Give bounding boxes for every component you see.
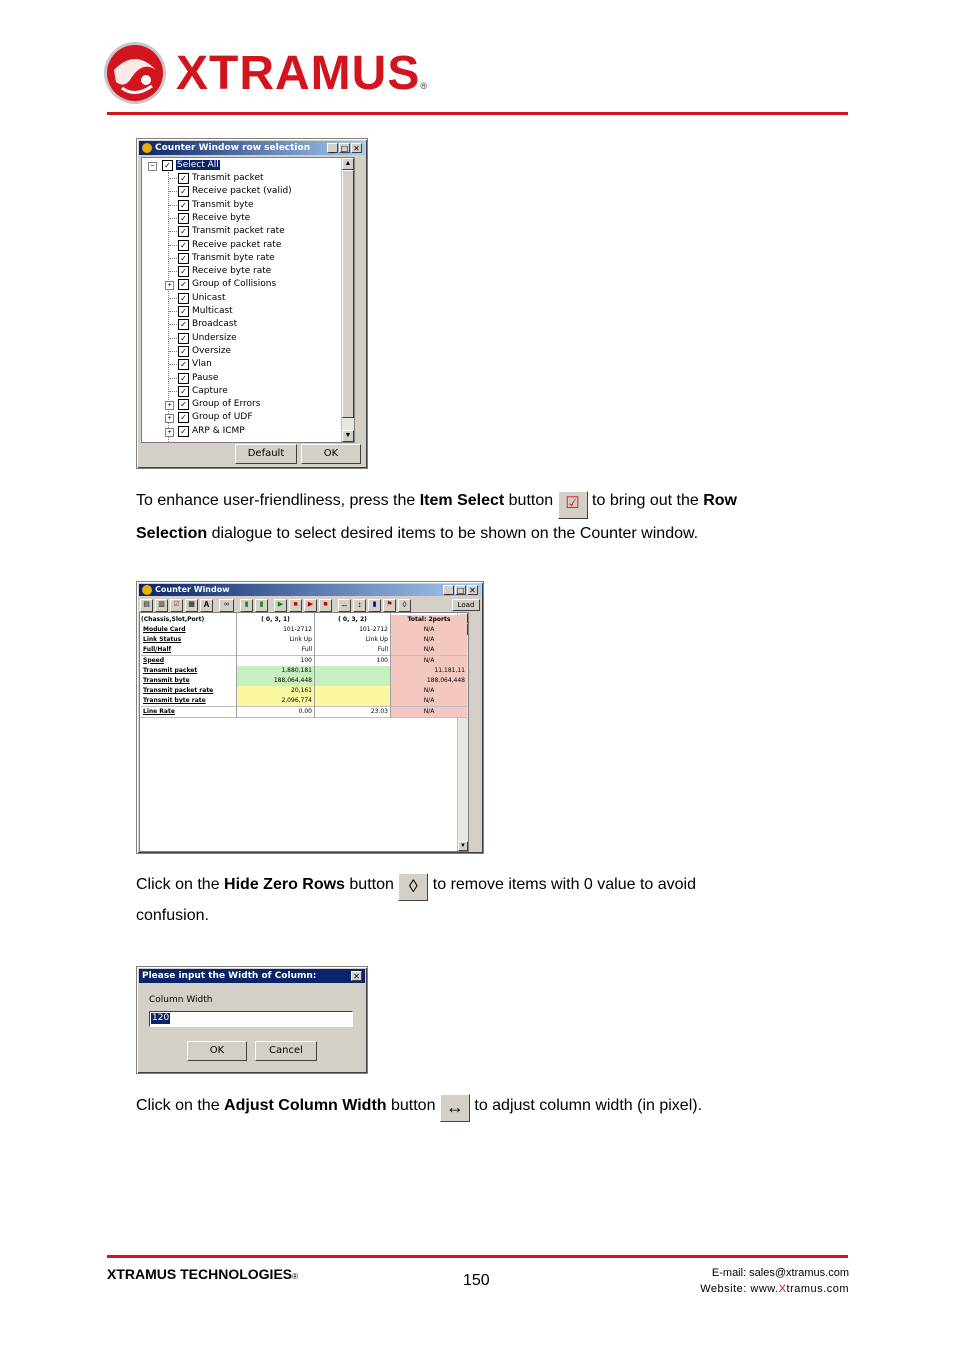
checkbox-icon[interactable]: ✓ <box>178 240 189 251</box>
tree-item-label: Transmit byte <box>192 199 254 210</box>
tree-item-label: Pause <box>192 372 219 383</box>
tree-item-label: Receive packet rate <box>192 239 282 250</box>
column-header[interactable]: Total: 2ports <box>391 615 467 625</box>
counter-cell: Full <box>237 645 314 656</box>
checkbox-icon[interactable]: ✓ <box>178 226 189 237</box>
ok-button[interactable]: OK <box>301 444 361 464</box>
ok-button[interactable]: OK <box>187 1041 247 1061</box>
tree-item-label: Capture <box>192 385 228 396</box>
counter-cell: 188,064,448 <box>391 676 467 687</box>
row-selection-tree <box>141 157 355 443</box>
tree-item-label: Transmit byte rate <box>192 252 275 263</box>
tree-guide-line <box>169 311 177 312</box>
row-label[interactable]: Speed <box>141 656 236 667</box>
minimize-button[interactable]: _ <box>443 585 454 595</box>
column-divider[interactable] <box>390 613 391 718</box>
tree-guide-line <box>169 324 177 325</box>
checkbox-icon[interactable]: ✓ <box>178 359 189 370</box>
counter-cell: 2,096,774 <box>237 696 314 707</box>
column-header[interactable]: (Chassis,Slot,Port) <box>141 616 205 623</box>
collapse-icon[interactable]: − <box>148 162 157 171</box>
xtramus-globe-icon <box>102 40 168 106</box>
checkbox-icon[interactable]: ✓ <box>178 426 189 437</box>
load-button[interactable]: Load <box>452 599 480 611</box>
tree-item-label: Undersize <box>192 332 237 343</box>
adjust-row-height-icon[interactable]: ↕ <box>353 599 366 612</box>
tree-guide-line <box>169 205 177 206</box>
counter-cell: N/A <box>391 686 467 697</box>
checkbox-icon[interactable]: ✓ <box>178 186 189 197</box>
checkbox-icon[interactable]: ✓ <box>178 346 189 357</box>
tree-item-label: Multicast <box>192 306 233 316</box>
stats-icon[interactable]: ▮ <box>240 599 253 612</box>
counter-cell: N/A <box>391 656 467 667</box>
row-label[interactable]: Transmit packet <box>141 666 236 677</box>
counter-cell: N/A <box>391 696 467 707</box>
tree-item-label: Transmit packet <box>192 173 264 183</box>
counter-cell: Link Up <box>315 635 390 646</box>
counter-cell: 23.03 <box>315 707 390 718</box>
checkbox-icon[interactable]: ✓ <box>178 293 189 304</box>
tree-guide-line <box>169 231 177 232</box>
adjust-column-width-paragraph: Click on the Adjust Column Width button ↔ to adjust column width (in pixel). <box>136 1091 836 1122</box>
counter-window <box>136 581 484 854</box>
tree-item[interactable] <box>178 199 254 212</box>
app-icon <box>142 143 152 153</box>
counter-grid <box>139 612 469 852</box>
tree-guide-line <box>169 378 177 379</box>
clear-icon[interactable]: ■ <box>319 599 332 612</box>
counter-cell: 101-2712 <box>315 625 390 636</box>
stop-icon[interactable]: ■ <box>289 599 302 612</box>
counter-cell: N/A <box>391 645 467 656</box>
tree-guide-line <box>169 338 177 339</box>
tree-guide-line <box>169 364 177 365</box>
checkbox-icon[interactable]: ✓ <box>178 386 189 397</box>
stats2-icon[interactable]: ▮ <box>255 599 268 612</box>
tree-item-label: Receive byte <box>192 212 251 223</box>
hide-zero-rows-paragraph: Click on the Hide Zero Rows button ◊ to remove items with 0 value to avoid confusion. <box>136 870 836 931</box>
tree-item[interactable] <box>178 385 228 398</box>
cancel-button[interactable]: Cancel <box>255 1041 317 1061</box>
tree-item-label: Receive packet (valid) <box>192 186 292 197</box>
tree-item[interactable] <box>178 265 271 278</box>
tree-item[interactable] <box>178 372 218 385</box>
hide-zero-rows-icon[interactable]: ◊ <box>398 599 411 612</box>
tree-item[interactable] <box>178 332 237 345</box>
dialog-titlebar: Counter Window row selection _ □ ✕ <box>139 141 365 155</box>
tree-item[interactable] <box>178 292 225 305</box>
xtramus-logo <box>102 36 432 110</box>
item-select-paragraph: To enhance user-friendliness, press the Item Select button ☑ to bring out the Row Selection dialogue to select desired items to be shown on the Counter window. <box>136 492 737 542</box>
column-width-input[interactable]: 120 <box>149 1011 353 1027</box>
tree-item-label: Vlan <box>192 359 212 370</box>
font-icon[interactable]: A <box>200 599 213 612</box>
tree-item-label: Receive byte rate <box>192 266 272 277</box>
tree-item[interactable] <box>178 318 237 331</box>
row-label[interactable]: Transmit packet rate <box>141 686 236 697</box>
counter-cell: 100 <box>315 656 390 667</box>
checkbox-icon[interactable]: ✓ <box>178 306 189 317</box>
counter-cell: 188,064,448 <box>237 676 314 687</box>
tree-item[interactable] <box>178 425 245 438</box>
minimize-button[interactable]: _ <box>327 143 338 153</box>
expand-icon[interactable]: + <box>165 414 174 423</box>
scroll-thumb[interactable] <box>342 170 354 418</box>
tree-guide-line <box>169 298 177 299</box>
checkbox-icon[interactable]: ✓ <box>178 173 189 184</box>
row-selection-dialog <box>136 138 368 469</box>
column-divider[interactable] <box>236 613 237 718</box>
checkbox-icon[interactable]: ✓ <box>178 412 189 423</box>
tree-item-label: Group of Errors <box>192 399 261 410</box>
counter-cell: N/A <box>391 635 467 646</box>
tree-item-label: Transmit packet rate <box>192 226 285 237</box>
tree-guide-line <box>169 271 177 272</box>
counter-cell: 0.00 <box>237 707 314 718</box>
counter-cell: Full <box>315 645 390 656</box>
column-divider[interactable] <box>314 613 315 718</box>
footer-email: E-mail: sales@xtramus.com <box>711 1267 849 1279</box>
tree-guide-line <box>169 218 177 219</box>
tree-guide-line <box>169 245 177 246</box>
start-icon[interactable]: ▶ <box>274 599 287 612</box>
column-header[interactable]: ( 0, 3, 1) <box>261 616 290 623</box>
tree-item[interactable] <box>178 252 275 265</box>
row-label[interactable]: Module Card <box>141 625 236 636</box>
tree-item-label: ARP & ICMP <box>192 425 245 436</box>
adjust-column-width-icon: ↔ <box>440 1094 470 1122</box>
row-label[interactable]: Line Rate <box>141 707 236 718</box>
row-label[interactable]: Transmit byte <box>141 676 236 687</box>
app-icon <box>142 585 152 595</box>
column-header[interactable]: ( 0, 3, 2) <box>338 616 367 623</box>
counter-cell: N/A <box>391 625 467 636</box>
checkbox-icon[interactable]: ✓ <box>178 266 189 277</box>
logo-wordmark: XTRAMUS® <box>176 47 428 100</box>
tree-item[interactable] <box>178 411 253 424</box>
footer-rule <box>107 1255 848 1258</box>
expand-icon[interactable]: + <box>165 428 174 437</box>
tree-item-label: Group of UDF <box>192 412 253 423</box>
row-label[interactable]: Link Status <box>141 635 236 646</box>
counter-window-titlebar: Counter Window _ □ ✕ <box>139 584 481 596</box>
scroll-down-arrow-icon[interactable]: ▼ <box>458 841 468 851</box>
tree-item[interactable] <box>178 345 231 358</box>
tree-guide-line <box>169 391 177 392</box>
close-button[interactable]: ✕ <box>351 971 362 981</box>
tree-guide-line <box>169 178 177 179</box>
tree-item-label: Unicast <box>192 292 226 303</box>
hide-zero-rows-icon: ◊ <box>398 873 428 901</box>
tree-item-select-all[interactable]: ✓ Select All <box>162 159 220 172</box>
tree-item[interactable] <box>178 358 212 371</box>
checkbox-icon[interactable]: ✓ <box>162 160 173 171</box>
default-button[interactable]: Default <box>235 444 297 464</box>
chart-icon[interactable]: ▮ <box>368 599 381 612</box>
maximize-button[interactable]: □ <box>456 586 465 595</box>
counter-cell: 1,880,181 <box>237 666 314 677</box>
checkbox-icon[interactable]: ✓ <box>178 253 189 264</box>
print-icon[interactable]: ▦ <box>185 599 198 612</box>
tree-guide-line <box>169 258 177 259</box>
save-icon[interactable]: ▥ <box>155 599 168 612</box>
row-label[interactable]: Transmit byte rate <box>141 696 236 707</box>
checkbox-icon[interactable]: ✓ <box>178 279 189 290</box>
item-select-icon[interactable]: ☑ <box>170 599 183 612</box>
counter-toolbar <box>140 598 480 612</box>
column-width-label: Column Width <box>149 995 213 1005</box>
tree-item[interactable] <box>178 225 285 238</box>
checkbox-icon[interactable]: ✓ <box>178 373 189 384</box>
checkbox-icon[interactable]: ✓ <box>178 333 189 344</box>
item-select-icon: ☑ <box>558 491 588 519</box>
link-icon[interactable]: ∞ <box>219 599 234 612</box>
expand-icon[interactable]: + <box>165 281 174 290</box>
step-icon[interactable]: ▶ <box>304 599 317 612</box>
row-label[interactable]: Full/Half <box>141 645 236 656</box>
tree-item[interactable] <box>178 212 250 225</box>
counter-cell: 11,181,11 <box>391 666 467 677</box>
close-button[interactable]: ✕ <box>351 143 362 153</box>
footer-company: XTRAMUS TECHNOLOGIES® <box>107 1266 299 1282</box>
counter-cell: Link Up <box>237 635 314 646</box>
tree-item[interactable] <box>178 278 276 291</box>
close-button[interactable]: ✕ <box>467 585 478 595</box>
flag-icon[interactable]: ⚑ <box>383 599 396 612</box>
checkbox-icon[interactable]: ✓ <box>178 319 189 330</box>
maximize-button[interactable]: □ <box>340 144 349 153</box>
page-number: 150 <box>463 1272 490 1289</box>
tree-item[interactable] <box>178 172 264 185</box>
adjust-column-width-icon[interactable]: ↔ <box>338 599 351 612</box>
tree-item[interactable] <box>178 398 260 411</box>
expand-icon[interactable]: + <box>165 401 174 410</box>
column-width-dialog <box>136 966 368 1074</box>
dialog-titlebar: Please input the Width of Column: ✕ <box>139 969 365 983</box>
counter-cell: N/A <box>391 707 467 718</box>
tree-guide-line <box>169 351 177 352</box>
header-rule <box>107 112 848 115</box>
counter-cell: 20,161 <box>237 686 314 697</box>
scroll-down-arrow-icon[interactable]: ▼ <box>342 430 354 442</box>
counter-cell: 100 <box>237 656 314 667</box>
counter-cell: 101-2712 <box>237 625 314 636</box>
open-icon[interactable]: ▤ <box>140 599 153 612</box>
tree-scrollbar[interactable] <box>341 158 354 442</box>
tree-item[interactable] <box>178 185 292 198</box>
scroll-up-arrow-icon[interactable]: ▲ <box>342 158 354 170</box>
footer-website: Website: www.Xtramus.com <box>700 1283 849 1295</box>
tree-item[interactable] <box>178 239 281 252</box>
checkbox-icon[interactable]: ✓ <box>178 213 189 224</box>
tree-guide-line <box>169 191 177 192</box>
checkbox-icon[interactable]: ✓ <box>178 200 189 211</box>
tree-item-label: Broadcast <box>192 319 238 330</box>
checkbox-icon[interactable]: ✓ <box>178 399 189 410</box>
tree-item-label: Oversize <box>192 345 232 356</box>
tree-item-label: Group of Collisions <box>192 279 277 290</box>
tree-item[interactable] <box>178 305 233 318</box>
